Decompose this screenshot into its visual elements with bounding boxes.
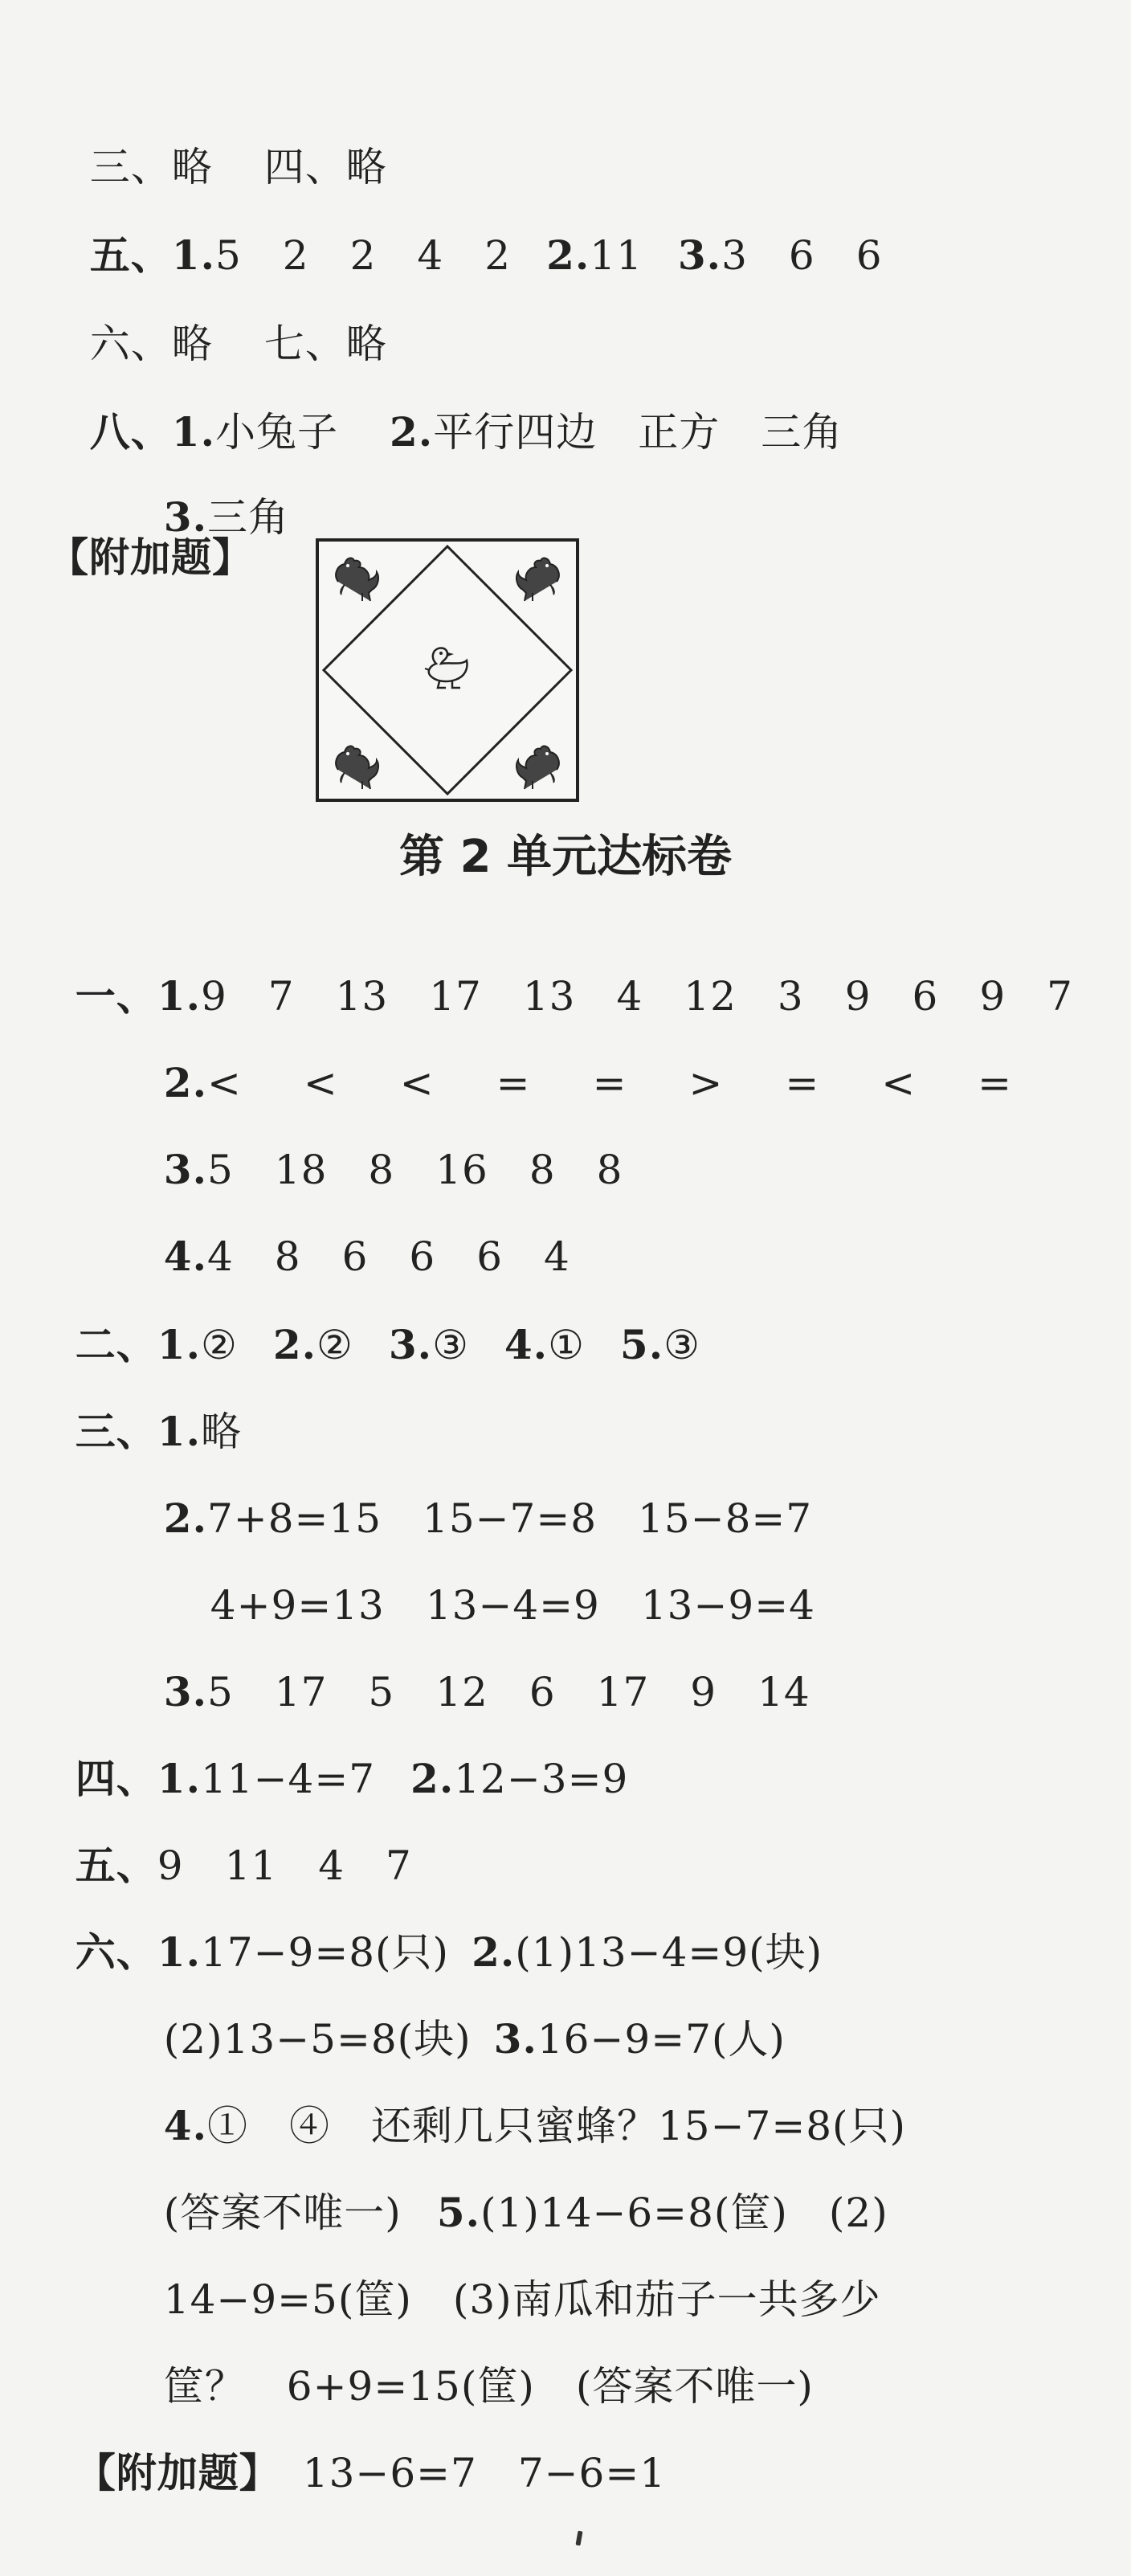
answer-value: ③ xyxy=(432,1322,469,1368)
answer-3: 三、略 xyxy=(89,144,213,190)
q3-line-1 xyxy=(48,1360,242,1456)
section-label: 一、 xyxy=(75,972,157,1020)
answer-value: (1)13−4=9(块) xyxy=(515,1929,823,1976)
answer-value: 5 2 2 4 2 xyxy=(215,232,512,279)
rooster-icon xyxy=(336,558,378,601)
answer-value: 11 xyxy=(590,232,643,279)
answer-6: 六、略 xyxy=(89,321,213,367)
answer-value: < < < = = > = < = xyxy=(207,1060,1023,1106)
ink-mark xyxy=(575,2531,582,2546)
answer-7: 七、略 xyxy=(263,321,387,367)
section-label: 六、 xyxy=(75,1928,157,1976)
answer-value: 4+9=13 13−4=9 13−9=4 xyxy=(210,1582,815,1629)
answer-value: 5 18 8 16 8 8 xyxy=(207,1147,623,1193)
answer-value: (1)14−6=8(筐) (2) xyxy=(480,2190,888,2236)
answer-value: 平行四边 正方 三角 xyxy=(433,409,843,456)
section-label: 三、 xyxy=(75,1408,157,1455)
question-number: 2. xyxy=(410,1755,455,1802)
question-number: 3. xyxy=(388,1321,433,1368)
rooster-icon xyxy=(517,746,559,789)
q6-line-5 xyxy=(137,2227,881,2324)
answer-value: 略 xyxy=(201,1409,242,1455)
question-number: 3. xyxy=(163,1668,207,1715)
extra-question-line xyxy=(48,2401,666,2497)
answer-line-6-7 xyxy=(63,272,387,368)
answer-value: 16−9=7(人) xyxy=(537,2016,786,2063)
q1-line-2 xyxy=(137,1011,1023,1107)
q5-line xyxy=(48,1793,412,1890)
q6-line-4 xyxy=(137,2141,888,2237)
answer-value: ① xyxy=(548,1322,585,1368)
question-number: 2. xyxy=(472,1928,516,1976)
answer-value: 17−9=8(只) xyxy=(201,1929,450,1976)
answer-value: 三角 xyxy=(207,494,289,541)
answer-value: (答案不唯一) xyxy=(163,2190,402,2236)
question-number: 1. xyxy=(157,1755,201,1802)
answer-value: 9 7 13 17 13 4 12 3 9 6 9 7 xyxy=(201,973,1073,1020)
question-number: 2. xyxy=(163,1494,207,1542)
answer-value: 小兔子 xyxy=(215,409,338,456)
answer-value: 筐？ 6+9=15(筐) (答案不唯一) xyxy=(163,2363,814,2410)
answer-value: 7+8=15 15−7=8 15−8=7 xyxy=(207,1495,813,1542)
rooster-icon xyxy=(336,746,378,789)
section-label: 四、 xyxy=(75,1755,157,1802)
question-number: 1. xyxy=(157,1321,201,1368)
answer-line-8 xyxy=(63,360,843,456)
question-number: 5. xyxy=(436,2189,481,2236)
q1-line-1 xyxy=(48,924,1073,1020)
duck-icon xyxy=(425,648,467,688)
section-label: 八、 xyxy=(89,408,172,456)
question-number: 4. xyxy=(163,2102,207,2149)
section-label: 二、 xyxy=(75,1321,157,1368)
question-number: 2. xyxy=(390,408,434,456)
question-number: 1. xyxy=(171,408,215,456)
square-diamond-drawing xyxy=(319,542,576,799)
q6-line-6 xyxy=(137,2314,814,2410)
answer-value: (2)13−5=8(块) xyxy=(163,2016,472,2063)
answer-value: 11−4=7 xyxy=(201,1756,376,1802)
answer-line-5 xyxy=(63,183,883,280)
q3-line-3 xyxy=(183,1533,815,1629)
answer-4: 四、略 xyxy=(263,144,387,190)
answer-value: ③ xyxy=(663,1322,700,1368)
answer-line-3-4 xyxy=(63,95,387,191)
answer-value: 14−9=5(筐) (3)南瓜和茄子一共多少 xyxy=(163,2276,881,2323)
question-number: 1. xyxy=(157,972,201,1020)
q3-line-2 xyxy=(137,1446,812,1543)
question-number: 3. xyxy=(163,493,207,541)
rooster-icon xyxy=(517,558,559,601)
question-number: 4. xyxy=(504,1321,549,1368)
answer-figure xyxy=(316,538,579,802)
question-number: 2. xyxy=(163,1059,207,1106)
question-number: 4. xyxy=(163,1233,207,1280)
q1-line-4 xyxy=(137,1184,570,1281)
q6-line-1 xyxy=(48,1880,823,1977)
answer-value: ② xyxy=(316,1322,353,1368)
answer-value: 3 6 6 xyxy=(721,232,883,279)
extra-question-label: 【附加题】 xyxy=(75,2450,280,2496)
question-number: 1. xyxy=(157,1408,201,1455)
q6-line-3 xyxy=(137,2054,906,2150)
q1-line-3 xyxy=(137,1098,623,1194)
answer-value: ② xyxy=(201,1322,238,1368)
question-number: 2. xyxy=(272,1321,317,1368)
q2-line xyxy=(48,1273,700,1369)
extra-question-label: 【附加题】 xyxy=(48,534,253,581)
answer-value: 12−3=9 xyxy=(454,1756,629,1802)
question-number: 1. xyxy=(157,1928,201,1976)
answer-value: 13−6=7 7−6=1 xyxy=(302,2450,667,2496)
question-number: 1. xyxy=(171,231,215,279)
question-number: 3. xyxy=(677,231,722,279)
q4-line xyxy=(48,1707,628,1803)
answer-value: 9 11 4 7 xyxy=(157,1842,412,1889)
question-number: 3. xyxy=(163,1146,207,1193)
section-label: 五、 xyxy=(89,231,172,279)
answer-value: ① ④ 还剩几只蜜蜂？15−7=8(只) xyxy=(207,2103,907,2149)
question-number: 3. xyxy=(493,2015,537,2063)
section-label: 五、 xyxy=(75,1842,157,1889)
answer-line-8-3 xyxy=(137,445,289,542)
q3-line-4 xyxy=(137,1620,810,1716)
unit-title: 第 2 单元达标卷 xyxy=(399,831,732,883)
question-number: 2. xyxy=(546,231,590,279)
question-number: 5. xyxy=(619,1321,664,1368)
q6-line-2 xyxy=(137,1967,786,2063)
answer-value: 5 17 5 12 6 17 9 14 xyxy=(207,1669,810,1715)
answer-value: 4 8 6 6 6 4 xyxy=(207,1233,570,1280)
